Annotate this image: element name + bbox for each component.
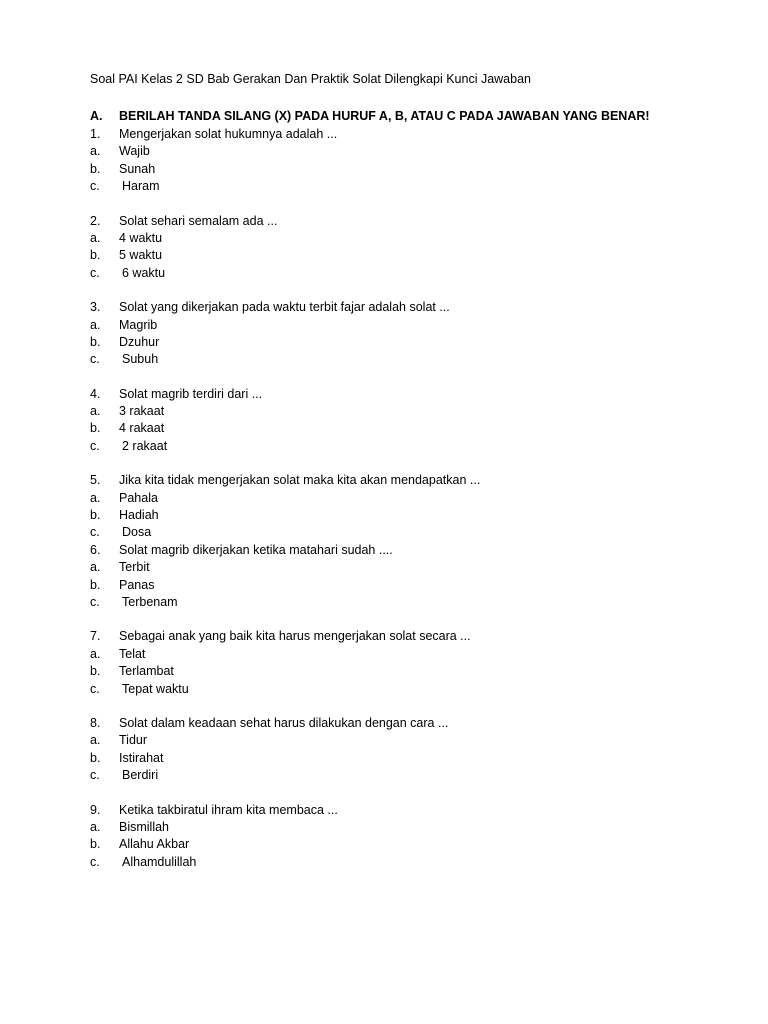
question-3	[90, 299, 730, 369]
question-text: Ketika takbiratul ihram kita membaca ...	[119, 802, 338, 817]
option-label: c.	[90, 352, 100, 367]
option-text: Berdiri	[122, 768, 159, 783]
question-text: Solat sehari semalam ada ...	[119, 213, 278, 228]
question-6	[90, 542, 730, 612]
option-text: Allahu Akbar	[119, 837, 190, 852]
question-4	[90, 386, 730, 456]
question-number: 9.	[90, 802, 101, 817]
option-label: c.	[90, 681, 100, 696]
question-text: Solat magrib dikerjakan ketika matahari sudah ....	[119, 542, 393, 557]
section-instruction-text: BERILAH TANDA SILANG (X) PADA HURUF A, B, ATAU C PADA JAWABAN YANG BENAR!	[119, 109, 650, 123]
option-text: Terbit	[119, 560, 150, 575]
option-text: Terlambat	[119, 664, 174, 679]
question-number: 7.	[90, 629, 101, 644]
option-text: Subuh	[122, 352, 159, 367]
question-text: Solat dalam keadaan sehat harus dilakukan dengan cara ...	[119, 715, 449, 730]
question-text: Solat yang dikerjakan pada waktu terbit fajar adalah solat ...	[119, 300, 450, 315]
question-5	[90, 472, 730, 542]
question-7	[90, 628, 730, 698]
option-label: b.	[90, 664, 101, 679]
option-text: Alhamdulillah	[122, 854, 197, 869]
option-label: b.	[90, 577, 101, 592]
option-text: 5 waktu	[119, 248, 163, 263]
option-label: a.	[90, 317, 101, 332]
option-label: a.	[90, 733, 101, 748]
section-label: A.	[90, 109, 103, 123]
question-number: 6.	[90, 542, 101, 557]
question-number: 2.	[90, 213, 101, 228]
question-2	[90, 213, 730, 283]
option-label: a.	[90, 819, 101, 834]
option-label: c.	[90, 438, 100, 453]
option-text: Pahala	[119, 490, 158, 505]
option-text: Dzuhur	[119, 334, 160, 349]
option-label: c.	[90, 179, 100, 194]
option-text: 2 rakaat	[122, 438, 168, 453]
option-label: b.	[90, 750, 101, 765]
option-label: c.	[90, 768, 100, 783]
question-1	[90, 126, 730, 196]
option-label: b.	[90, 334, 101, 349]
option-text: Istirahat	[119, 750, 164, 765]
option-text: Wajib	[119, 144, 150, 159]
option-label: a.	[90, 490, 101, 505]
option-label: c.	[90, 594, 100, 609]
option-text: Magrib	[119, 317, 158, 332]
question-9	[90, 802, 730, 872]
option-label: a.	[90, 646, 101, 661]
question-number: 1.	[90, 127, 101, 141]
option-label: a.	[90, 560, 101, 575]
option-text: Tidur	[119, 733, 148, 748]
question-text: Solat magrib terdiri dari ...	[119, 386, 263, 401]
option-text: Telat	[119, 646, 146, 661]
section-a-instruction	[90, 109, 650, 123]
question-number: 5.	[90, 473, 101, 488]
option-text: 4 rakaat	[119, 421, 165, 436]
option-label: a.	[90, 230, 101, 245]
option-text: 3 rakaat	[119, 404, 165, 419]
option-label: b.	[90, 248, 101, 263]
option-label: c.	[90, 854, 100, 869]
option-label: a.	[90, 144, 101, 159]
question-list	[90, 126, 730, 871]
option-label: c.	[90, 525, 100, 540]
option-label: c.	[90, 265, 100, 280]
question-text: Jika kita tidak mengerjakan solat maka kita akan mendapatkan ...	[119, 473, 481, 488]
option-label: b.	[90, 837, 101, 852]
question-number: 4.	[90, 386, 101, 401]
option-text: Terbenam	[122, 594, 178, 609]
option-label: b.	[90, 421, 101, 436]
option-text: 4 waktu	[119, 230, 163, 245]
option-text: Sunah	[119, 161, 156, 176]
question-text: Mengerjakan solat hukumnya adalah ...	[119, 127, 338, 141]
question-8	[90, 715, 730, 785]
option-text: Panas	[119, 577, 155, 592]
option-label: b.	[90, 508, 101, 523]
option-text: 6 waktu	[122, 265, 166, 280]
option-text: Tepat waktu	[122, 681, 189, 696]
option-text: Hadiah	[119, 508, 159, 523]
document-title: Soal PAI Kelas 2 SD Bab Gerakan Dan Praktik Solat Dilengkapi Kunci Jawaban	[90, 72, 531, 86]
option-text: Haram	[122, 179, 160, 194]
question-number: 3.	[90, 300, 101, 315]
option-label: a.	[90, 404, 101, 419]
question-number: 8.	[90, 715, 101, 730]
option-label: b.	[90, 161, 101, 176]
question-text: Sebagai anak yang baik kita harus mengerjakan solat secara ...	[119, 629, 471, 644]
option-text: Dosa	[122, 525, 152, 540]
option-text: Bismillah	[119, 819, 170, 834]
